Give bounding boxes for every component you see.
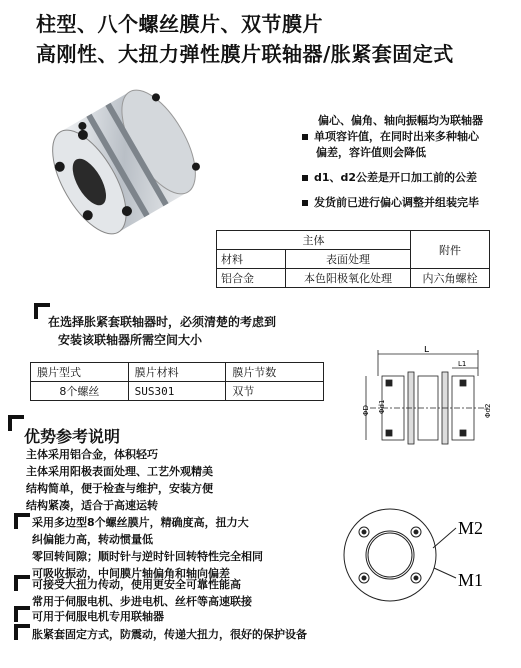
- feature-5-text: 发货前已进行偏心调整并组装完毕: [314, 196, 479, 209]
- membrane-type-value: 8个螺丝: [31, 382, 129, 401]
- bullet-square-icon: [302, 175, 308, 181]
- feature-3: 偏差，容许值则会降低: [316, 146, 426, 159]
- corner-bracket-icon: [8, 415, 24, 431]
- feature-4: [302, 170, 477, 186]
- feature-1: 偏心、偏角、轴向振幅均为联轴器: [318, 114, 483, 127]
- dim-L: L: [424, 346, 430, 355]
- notice-line-2: 安装该联轴器所需空间大小: [58, 333, 203, 347]
- notice-line-1: 在选择胀紧套联轴器时，必须清楚的考虑到: [48, 315, 277, 329]
- accessory-value: 内六角螺栓: [411, 269, 490, 288]
- membrane-header-type: 膜片型式: [31, 363, 129, 382]
- bullet-square-icon: [302, 134, 308, 140]
- front-view-drawing: [338, 500, 508, 620]
- advantage-item-1: 主体采用铝合金，体积轻巧: [26, 448, 158, 461]
- corner-bracket-icon: [14, 606, 30, 622]
- membrane-material-value: SUS301: [128, 382, 226, 401]
- spec-table: [216, 230, 490, 288]
- side-view-drawing: [360, 346, 500, 456]
- membrane-header-count: 膜片节数: [226, 363, 324, 382]
- material-value: 铝合金: [217, 269, 286, 288]
- dim-d1: Φd1: [378, 399, 386, 414]
- corner-bracket-icon: [14, 624, 30, 640]
- label-M2: M2: [458, 518, 484, 538]
- feature-4-text: d1、d2公差是开口加工前的公差: [314, 171, 478, 184]
- dim-L1: L1: [458, 360, 467, 368]
- accessory-header: 附件: [411, 231, 490, 269]
- title-line-1: 柱型、八个螺丝膜片、双节膜片: [36, 12, 323, 36]
- advantage-item-7: 零回转间隙；顺时针与逆时针回转特性完全相同: [32, 550, 263, 563]
- title-line-2: 高刚性、大扭力弹性膜片联轴器/胀紧套固定式: [36, 42, 454, 66]
- membrane-count-value: 双节: [226, 382, 324, 401]
- corner-bracket-icon: [14, 513, 30, 529]
- membrane-table: [30, 362, 324, 401]
- advantage-item-10: 常用于伺服电机、步进电机、丝杆等高速联接: [32, 595, 252, 608]
- advantage-item-9: 可接受大扭力传动，使用更安全可靠性能高: [32, 578, 241, 591]
- advantage-item-8: 可吸收振动，中间膜片轴偏角和轴向偏差: [32, 567, 230, 580]
- advantage-item-2: 主体采用阳极表面处理、工艺外观精美: [26, 465, 213, 478]
- surface-col-header: 表面处理: [286, 250, 411, 269]
- feature-2: [302, 129, 479, 145]
- coupling-product-image: [28, 84, 208, 244]
- advantage-item-5: 采用多边型8个螺丝膜片，精确度高，扭力大: [32, 516, 249, 529]
- advantages-heading: 优势参考说明: [24, 427, 121, 446]
- feature-5: [302, 195, 479, 211]
- surface-value: 本色阳极氧化处理: [286, 269, 411, 288]
- feature-2-text: 单项容许值，在同时出来多种轴心: [314, 130, 479, 143]
- advantage-item-11: 可用于伺服电机专用联轴器: [32, 610, 164, 623]
- bullet-square-icon: [302, 200, 308, 206]
- material-col-header: 材料: [217, 250, 286, 269]
- corner-bracket-icon: [14, 575, 30, 591]
- advantage-item-4: 结构紧凑，适合于高速运转: [26, 499, 158, 512]
- membrane-header-material: 膜片材料: [128, 363, 226, 382]
- advantage-item-6: 纠偏能力高，转动惯量低: [32, 533, 153, 546]
- dim-D: ΦD: [362, 405, 370, 416]
- main-header: 主体: [217, 231, 411, 250]
- dim-d2: Φd2: [484, 403, 492, 418]
- advantage-item-3: 结构简单，便于检查与维护，安装方便: [26, 482, 213, 495]
- advantage-item-12: 胀紧套固定方式，防震动，传递大扭力，很好的保护设备: [32, 628, 307, 641]
- label-M1: M1: [458, 570, 484, 590]
